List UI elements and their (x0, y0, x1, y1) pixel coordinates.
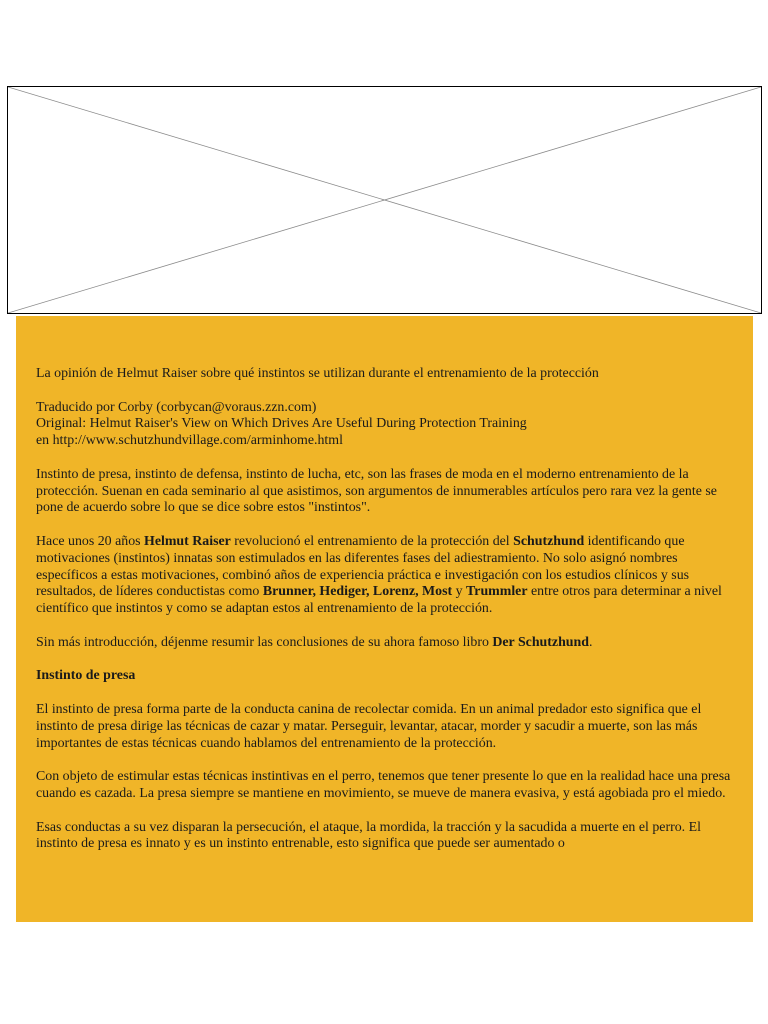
body-paragraph: Esas conductas a su vez disparan la persecución, el ataque, la mordida, la tracción y la sacudida a muerte en el perro. El instinto de presa es innato y es un instinto entrenable, esto significa que puede ser aumentado o (36, 819, 701, 852)
book-title: Der Schutzhund (492, 634, 589, 650)
article-credits (36, 400, 731, 450)
broken-image-placeholder (7, 86, 762, 314)
history-paragraph: Hace unos 20 años Helmut Raiser revolucionó el entrenamiento de la protección del Schutzhund identificando que motivaciones (instintos) innatas son estimulados en las diferentes fases del adiestramiento. No solo asignó nombres específicos a estas motivaciones, combinó años de experiencia práctica e investigación con los estudios clínicos y sus resultados, de líderes conductistas como Brunner, Hediger, Lorenz, Most y Trummler entre otros para determinar a nivel científico que instintos y como se adaptan estos al entrenamiento de la protección. (36, 533, 722, 617)
article-body (36, 366, 731, 870)
body-paragraph: Con objeto de estimular estas técnicas instintivas en el perro, tenemos que tener presente lo que en la realidad hace una presa cuando es cazada. La presa siempre se mantiene en movimiento, se mueve de manera evasiva, y está agobiada pro el miedo. (36, 769, 731, 801)
section-heading: Instinto de presa (36, 668, 136, 684)
article-panel (16, 316, 753, 922)
original-credit: Original: Helmut Raiser's View on Which Drives Are Useful During Protection Training (36, 416, 527, 432)
summary-paragraph: Sin más introducción, déjenme resumir las conclusiones de su ahora famoso libro Der Schutzhund. (36, 634, 593, 650)
intro-paragraph: Instinto de presa, instinto de defensa, instinto de lucha, etc, son las frases de moda en el moderno entrenamiento de la protección. Suenan en cada seminario al que asistimos, son argumentos de innumerables artículos pero rara vez la gente se pone de acuerdo sobre lo que se dice sobre estos "instintos". (36, 466, 717, 516)
body-paragraph: El instinto de presa forma parte de la conducta canina de recolectar comida. En un animal predador esto significa que el instinto de presa dirige las técnicas de cazar y matar. Perseguir, levantar, atacar, morder y sacudir a muerte, son las más importantes de estas técnicas cuando hablamos del entrenamiento de la protección. (36, 701, 702, 751)
last-expert: Trummler (466, 584, 528, 600)
source-credit: en http://www.schutzhundvillage.com/arminhome.html (36, 433, 343, 449)
article-title: La opinión de Helmut Raiser sobre qué instintos se utilizan durante el entrenamiento de la protección (36, 366, 599, 381)
author-name: Helmut Raiser (144, 533, 231, 549)
missing-image-icon (8, 87, 761, 313)
translator-credit: Traducido por Corby (corbycan@voraus.zzn.com) (36, 399, 317, 415)
schutzhund-term: Schutzhund (513, 533, 585, 549)
experts-list: Brunner, Hediger, Lorenz, Most (262, 584, 453, 600)
